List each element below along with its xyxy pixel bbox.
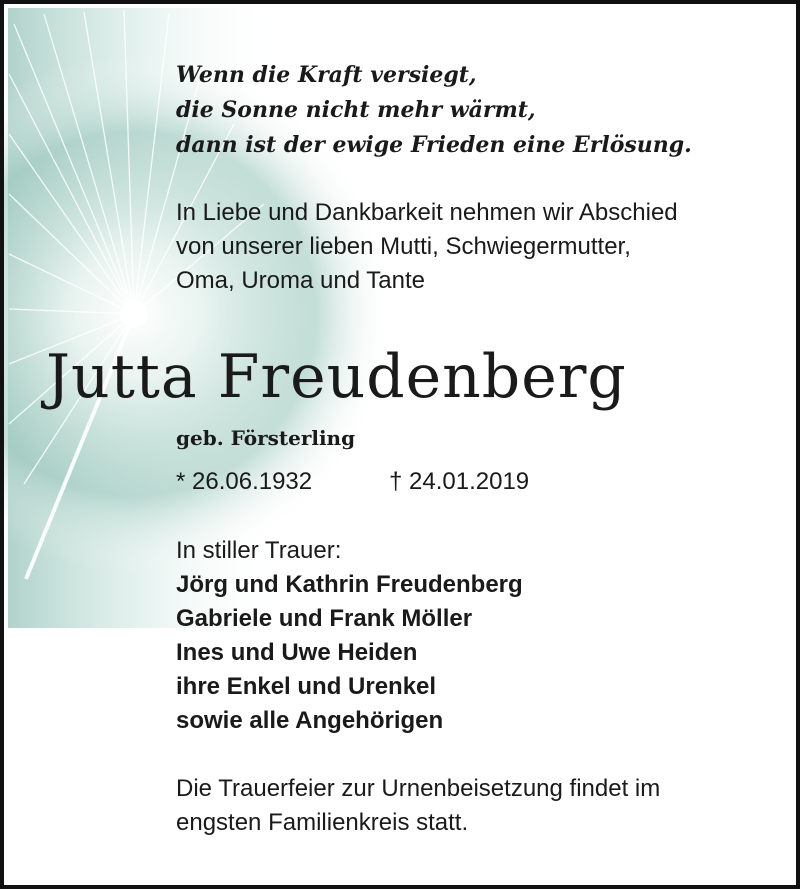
mourners-heading: In stiller Trauer: <box>176 537 342 564</box>
mourner-entry: Jörg und Kathrin Freudenberg <box>176 571 523 598</box>
mourner-entry: Ines und Uwe Heiden <box>176 639 418 666</box>
intro-line: Oma, Uroma und Tante <box>176 267 426 294</box>
motto-line: die Sonne nicht mehr wärmt, <box>176 97 536 123</box>
mourner-entry: ihre Enkel und Urenkel <box>176 673 437 700</box>
mourner-entry: Gabriele und Frank Möller <box>176 605 473 632</box>
intro-line: von unserer lieben Mutti, Schwiegermutter, <box>176 233 631 260</box>
mourner-entry: sowie alle Angehörigen <box>176 707 444 734</box>
life-dates <box>176 464 530 500</box>
funeral-note <box>176 772 660 840</box>
motto-verse <box>176 58 692 163</box>
intro-line: In Liebe und Dankbarkeit nehmen wir Abschied <box>176 199 678 226</box>
mourners-list <box>176 534 523 738</box>
deceased-name: Jutta Freudenberg <box>46 342 627 412</box>
birth-date: * 26.06.1932 <box>176 468 313 495</box>
funeral-note-line: engsten Familienkreis statt. <box>176 809 469 836</box>
intro-text <box>176 196 678 298</box>
maiden-name: geb. Försterling <box>176 426 356 450</box>
death-date: † 24.01.2019 <box>389 468 530 495</box>
motto-line: dann ist der ewige Frieden eine Erlösung. <box>176 132 692 158</box>
motto-line: Wenn die Kraft versiegt, <box>176 62 477 88</box>
funeral-note-line: Die Trauerfeier zur Urnenbeisetzung findet im <box>176 775 661 802</box>
